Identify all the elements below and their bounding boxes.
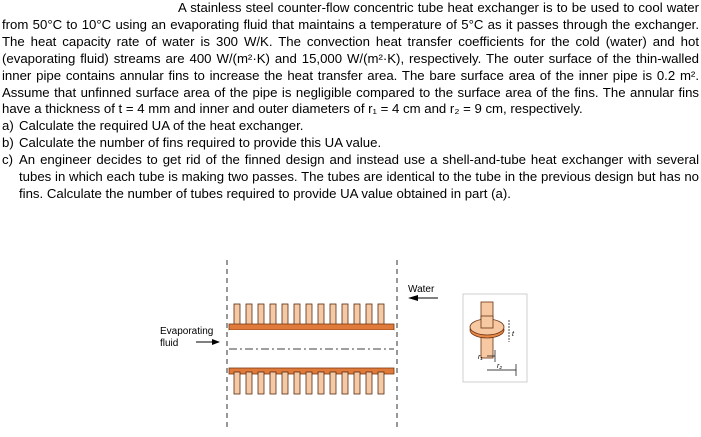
fin-detail-frame <box>463 294 527 382</box>
part-c <box>2 152 699 203</box>
part-a-text: Calculate the required UA of the heat exchanger. <box>19 118 304 134</box>
problem-statement <box>2 0 699 203</box>
part-b-label: b) <box>2 135 14 151</box>
heat-exchanger-diagram <box>0 258 701 432</box>
problem-intro: A stainless steel counter-flow concentric tube heat exchanger is to be used to cool water from 50°C to 10°C using an evaporating fluid that maintains a temperature of 5°C as it passes through the exchanger. The heat capacity rate of water is 300 W/K. The convection heat transfer coefficients for the cold (water) and hot (evaporating fluid) streams are 400 W/(m²·K) and 15,000 W/(m²·K), respectively. The outer surface of the thin-walled inner pipe contains annular fins to increase the heat transfer area. The bare surface area of the inner pipe is 0.2 m². Assume that unfinned surface area of the pipe is negligible compared to the surface area of the fins. The annular fins have a thickness of t = 4 mm and inner and outer diameters of r₁ = 4 cm and r₂ = 9 cm, respectively. <box>2 0 699 117</box>
part-b-text: Calculate the number of fins required to provide this UA value. <box>19 135 382 151</box>
outer-radius-label: r₂ <box>497 363 503 370</box>
heat-exchanger-figure <box>0 258 701 432</box>
part-c-label: c) <box>2 152 13 168</box>
part-a-label: a) <box>2 118 14 134</box>
lower-fins <box>234 372 384 394</box>
evaporating-label-line1: Evaporating <box>160 326 214 337</box>
part-b <box>2 135 699 152</box>
fin-detail-inset <box>463 294 527 382</box>
upper-fins <box>234 304 384 326</box>
inner-radius-label: r₁ <box>478 354 483 361</box>
upper-pipe-wall <box>229 324 394 330</box>
evaporating-flow-arrow <box>196 339 220 345</box>
water-flow-arrow <box>408 295 438 301</box>
fin-thickness-label: t <box>512 331 514 338</box>
water-label: Water <box>408 284 435 295</box>
part-a <box>2 118 699 135</box>
part-c-text: An engineer decides to get rid of the finned design and instead use a shell-and-tube heat exchanger with several tubes in which each tube is making two passes. The tubes are identical to the tube in the previous design but has no fins. Calculate the number of tubes required to provide UA value obtained in part (a). <box>19 152 699 201</box>
evaporating-label-line2: fluid <box>160 338 179 349</box>
